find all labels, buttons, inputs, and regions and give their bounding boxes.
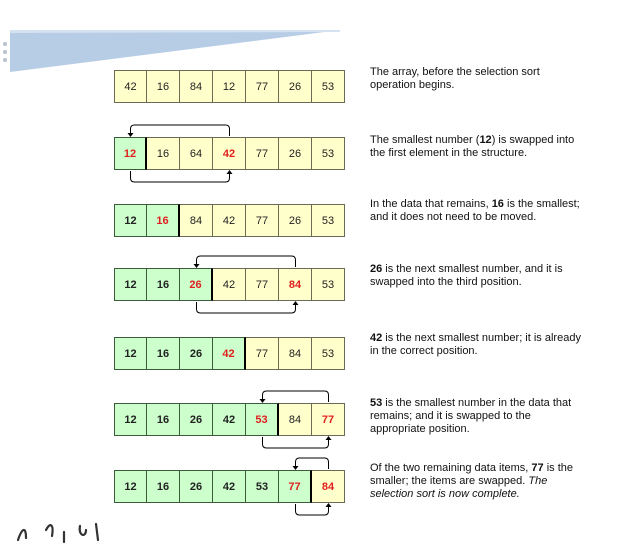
- array-cell: 64: [180, 137, 213, 170]
- array-cell: 26: [279, 204, 312, 237]
- array-cell: 84: [312, 470, 345, 503]
- array-cells: [114, 403, 345, 436]
- description-text: The array, before the selection sort operation begins.: [370, 66, 540, 91]
- array-row: [114, 337, 346, 370]
- array-cell: 53: [312, 268, 345, 301]
- array-cell: 12: [114, 337, 147, 370]
- array-cell: 12: [114, 268, 147, 301]
- step-description: [370, 198, 585, 224]
- array-cell: 12: [114, 403, 147, 436]
- description-text: Of the two remaining data items,: [370, 462, 532, 474]
- description-text: 77: [531, 462, 544, 474]
- step-description: [370, 263, 585, 289]
- step-description: [370, 397, 585, 436]
- swap-arrow-bottom: [296, 504, 329, 515]
- array-cell: 84: [279, 268, 312, 301]
- array-cell: 77: [246, 137, 279, 170]
- swap-arrow-top: [263, 391, 329, 402]
- array-cell: 53: [312, 204, 345, 237]
- description-text: is the smallest; and it does not need to be moved.: [370, 198, 580, 223]
- array-cell: 16: [147, 137, 180, 170]
- description-text: 12: [479, 134, 492, 146]
- step-description: [370, 134, 585, 160]
- array-cell: 26: [279, 70, 312, 103]
- array-cell: 84: [279, 403, 312, 436]
- array-cell: 53: [246, 470, 279, 503]
- array-cell: 26: [180, 403, 213, 436]
- description-text: is the smaller; the items are swapped.: [370, 462, 574, 487]
- swap-arrow-bottom: [263, 437, 329, 448]
- array-cell: 77: [312, 403, 345, 436]
- array-cell: 77: [246, 70, 279, 103]
- array-row: [114, 470, 346, 503]
- swap-arrow-bottom: [197, 302, 296, 313]
- swap-arrow-bottom: [131, 171, 230, 182]
- arrowhead-icon: [293, 301, 299, 305]
- description-text: 16: [491, 198, 504, 210]
- step-description: [370, 462, 585, 501]
- arrowhead-icon: [227, 170, 233, 174]
- arrowhead-icon: [326, 503, 332, 507]
- array-cells: [114, 470, 345, 503]
- array-row: [114, 403, 346, 436]
- array-cell: 12: [114, 137, 147, 170]
- array-cells: [114, 70, 345, 103]
- array-cell: 77: [246, 337, 279, 370]
- description-text: In the data that remains,: [370, 198, 492, 210]
- array-cell: 77: [246, 268, 279, 301]
- array-cell: 42: [213, 204, 246, 237]
- array-cell: 53: [312, 337, 345, 370]
- swap-arrow-top: [197, 256, 296, 267]
- array-cell: 84: [180, 204, 213, 237]
- array-cell: 53: [312, 70, 345, 103]
- decorative-scribble: [0, 510, 160, 546]
- array-row: [114, 70, 346, 103]
- array-cell: 16: [147, 70, 180, 103]
- array-cell: 26: [180, 337, 213, 370]
- array-cell: 42: [213, 268, 246, 301]
- array-cells: [114, 268, 345, 301]
- step-description: [370, 66, 585, 92]
- array-cell: 84: [279, 337, 312, 370]
- description-text: 53: [370, 397, 383, 409]
- array-cell: 12: [213, 70, 246, 103]
- array-cell: 12: [114, 470, 147, 503]
- description-text: is the next smallest number; it is already in the correct position.: [370, 332, 581, 357]
- array-row: [114, 204, 346, 237]
- array-cell: 16: [147, 204, 180, 237]
- array-cell: 16: [147, 403, 180, 436]
- array-cell: 53: [246, 403, 279, 436]
- array-cell: 42: [213, 337, 246, 370]
- description-text: The selection sort is now complete.: [370, 475, 548, 500]
- array-cells: [114, 204, 345, 237]
- description-text: is the next smallest number, and it is swapped into the third position.: [370, 263, 563, 288]
- array-cells: [114, 337, 345, 370]
- description-text: ) is swapped into the first element in the structure.: [370, 134, 575, 159]
- array-cell: 53: [312, 137, 345, 170]
- array-row: [114, 137, 346, 170]
- array-cells: [114, 137, 345, 170]
- description-text: 42: [370, 332, 383, 344]
- array-cell: 26: [180, 268, 213, 301]
- array-cell: 42: [114, 70, 147, 103]
- array-cell: 77: [279, 470, 312, 503]
- array-cell: 42: [213, 403, 246, 436]
- swap-arrow-top: [131, 125, 230, 136]
- array-cell: 16: [147, 268, 180, 301]
- array-cell: 42: [213, 137, 246, 170]
- array-cell: 26: [180, 470, 213, 503]
- description-text: is the smallest number in the data that remains; and it is swapped to the appropriate position.: [370, 397, 572, 435]
- array-cell: 12: [114, 204, 147, 237]
- array-cell: 26: [279, 137, 312, 170]
- swap-arrow-top: [296, 458, 329, 469]
- description-text: The smallest number (: [370, 134, 480, 146]
- array-cell: 77: [246, 204, 279, 237]
- step-description: [370, 332, 585, 358]
- array-cell: 16: [147, 337, 180, 370]
- arrowhead-icon: [326, 436, 332, 440]
- description-text: 26: [370, 263, 383, 275]
- slide-dots: [2, 42, 10, 66]
- array-row: [114, 268, 346, 301]
- array-cell: 84: [180, 70, 213, 103]
- array-cell: 16: [147, 470, 180, 503]
- array-cell: 42: [213, 470, 246, 503]
